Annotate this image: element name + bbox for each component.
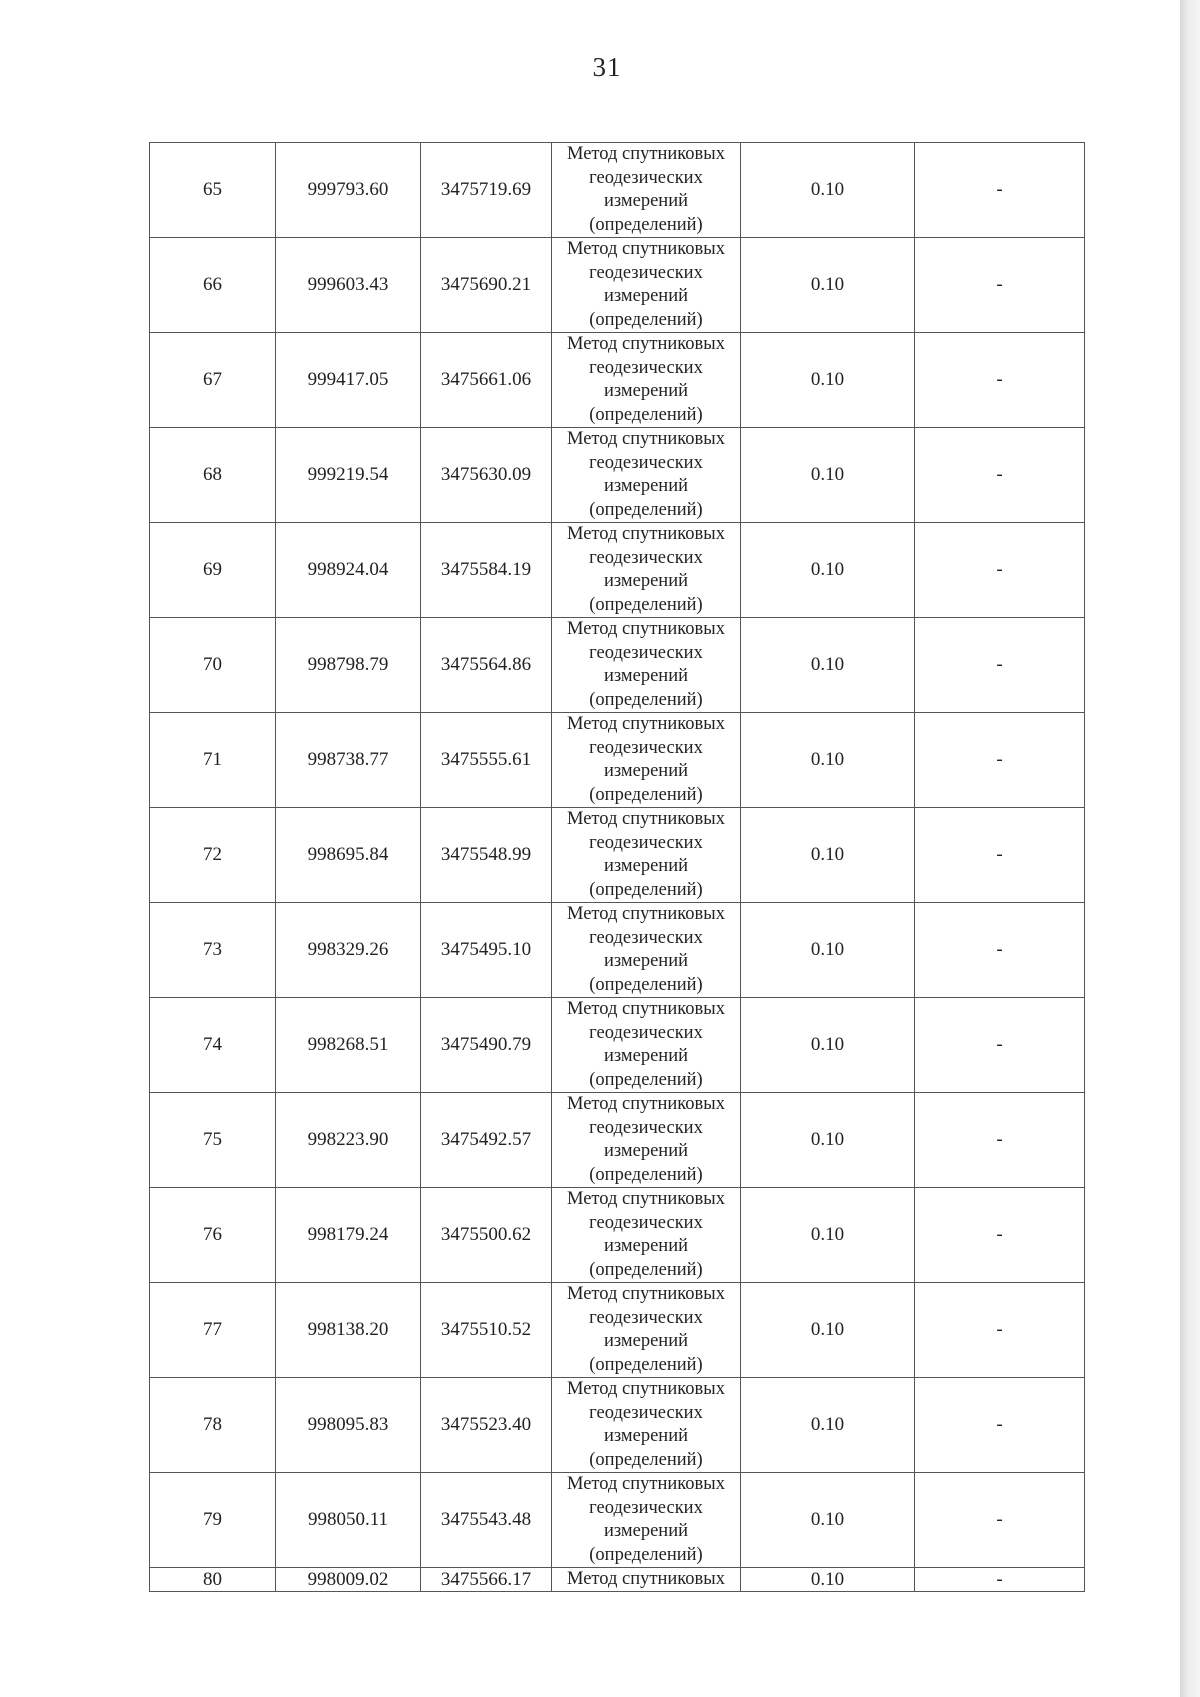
y-coordinate-cell: 3475584.19	[421, 523, 552, 618]
description-cell: -	[915, 713, 1085, 808]
description-cell: -	[915, 1568, 1085, 1592]
x-coordinate-cell: 998738.77	[276, 713, 421, 808]
y-coordinate-cell: 3475500.62	[421, 1188, 552, 1283]
method-cell: Метод спутниковых геодезических измерений (определений)	[552, 1093, 741, 1188]
description-cell: -	[915, 333, 1085, 428]
point-number-cell: 70	[150, 618, 276, 713]
point-number-cell: 65	[150, 143, 276, 238]
x-coordinate-cell: 998695.84	[276, 808, 421, 903]
table-row	[150, 1473, 1085, 1568]
page-number: 31	[592, 52, 622, 82]
method-cell: Метод спутниковых геодезических измерений (определений)	[552, 903, 741, 998]
point-number-cell: 71	[150, 713, 276, 808]
precision-cell: 0.10	[741, 1188, 915, 1283]
description-cell: -	[915, 523, 1085, 618]
y-coordinate-cell: 3475510.52	[421, 1283, 552, 1378]
x-coordinate-cell: 999417.05	[276, 333, 421, 428]
point-number-cell: 69	[150, 523, 276, 618]
table-row	[150, 1188, 1085, 1283]
point-number-cell: 73	[150, 903, 276, 998]
method-cell: Метод спутниковых геодезических измерений (определений)	[552, 808, 741, 903]
method-cell: Метод спутниковых геодезических измерений (определений)	[552, 1283, 741, 1378]
precision-cell: 0.10	[741, 428, 915, 523]
method-cell: Метод спутниковых геодезических измерений (определений)	[552, 428, 741, 523]
table-row	[150, 1093, 1085, 1188]
x-coordinate-cell: 998223.90	[276, 1093, 421, 1188]
precision-cell: 0.10	[741, 903, 915, 998]
y-coordinate-cell: 3475719.69	[421, 143, 552, 238]
point-number-cell: 68	[150, 428, 276, 523]
y-coordinate-cell: 3475555.61	[421, 713, 552, 808]
description-cell: -	[915, 143, 1085, 238]
y-coordinate-cell: 3475548.99	[421, 808, 552, 903]
method-cell: Метод спутниковых геодезических измерений (определений)	[552, 618, 741, 713]
point-number-cell: 77	[150, 1283, 276, 1378]
x-coordinate-cell: 998798.79	[276, 618, 421, 713]
table-row	[150, 428, 1085, 523]
description-cell: -	[915, 1378, 1085, 1473]
precision-cell: 0.10	[741, 1283, 915, 1378]
x-coordinate-cell: 999603.43	[276, 238, 421, 333]
table-row	[150, 808, 1085, 903]
y-coordinate-cell: 3475566.17	[421, 1568, 552, 1592]
method-cell: Метод спутниковых	[552, 1568, 741, 1592]
precision-cell: 0.10	[741, 713, 915, 808]
coordinates-table	[149, 142, 1085, 1592]
table-row	[150, 903, 1085, 998]
x-coordinate-cell: 998268.51	[276, 998, 421, 1093]
x-coordinate-cell: 998179.24	[276, 1188, 421, 1283]
method-cell: Метод спутниковых геодезических измерений (определений)	[552, 713, 741, 808]
y-coordinate-cell: 3475630.09	[421, 428, 552, 523]
description-cell: -	[915, 1473, 1085, 1568]
point-number-cell: 74	[150, 998, 276, 1093]
description-cell: -	[915, 1283, 1085, 1378]
x-coordinate-cell: 998009.02	[276, 1568, 421, 1592]
table-row	[150, 1283, 1085, 1378]
precision-cell: 0.10	[741, 808, 915, 903]
x-coordinate-cell: 998329.26	[276, 903, 421, 998]
precision-cell: 0.10	[741, 1473, 915, 1568]
method-cell: Метод спутниковых геодезических измерений (определений)	[552, 998, 741, 1093]
x-coordinate-cell: 998095.83	[276, 1378, 421, 1473]
table-row	[150, 238, 1085, 333]
point-number-cell: 79	[150, 1473, 276, 1568]
table-row	[150, 143, 1085, 238]
precision-cell: 0.10	[741, 143, 915, 238]
method-cell: Метод спутниковых геодезических измерений (определений)	[552, 1188, 741, 1283]
precision-cell: 0.10	[741, 1093, 915, 1188]
table-row	[150, 713, 1085, 808]
table-row	[150, 998, 1085, 1093]
point-number-cell: 66	[150, 238, 276, 333]
point-number-cell: 76	[150, 1188, 276, 1283]
method-cell: Метод спутниковых геодезических измерений (определений)	[552, 1473, 741, 1568]
y-coordinate-cell: 3475523.40	[421, 1378, 552, 1473]
x-coordinate-cell: 998924.04	[276, 523, 421, 618]
method-cell: Метод спутниковых геодезических измерений (определений)	[552, 143, 741, 238]
y-coordinate-cell: 3475543.48	[421, 1473, 552, 1568]
precision-cell: 0.10	[741, 618, 915, 713]
point-number-cell: 78	[150, 1378, 276, 1473]
y-coordinate-cell: 3475490.79	[421, 998, 552, 1093]
point-number-cell: 72	[150, 808, 276, 903]
description-cell: -	[915, 998, 1085, 1093]
point-number-cell: 80	[150, 1568, 276, 1592]
precision-cell: 0.10	[741, 333, 915, 428]
y-coordinate-cell: 3475492.57	[421, 1093, 552, 1188]
method-cell: Метод спутниковых геодезических измерений (определений)	[552, 1378, 741, 1473]
x-coordinate-cell: 998138.20	[276, 1283, 421, 1378]
x-coordinate-cell: 999219.54	[276, 428, 421, 523]
description-cell: -	[915, 428, 1085, 523]
y-coordinate-cell: 3475495.10	[421, 903, 552, 998]
description-cell: -	[915, 1093, 1085, 1188]
precision-cell: 0.10	[741, 998, 915, 1093]
method-cell: Метод спутниковых геодезических измерений (определений)	[552, 523, 741, 618]
scan-edge-shadow	[1180, 0, 1200, 1697]
table-row	[150, 1378, 1085, 1473]
point-number-cell: 67	[150, 333, 276, 428]
point-number-cell: 75	[150, 1093, 276, 1188]
y-coordinate-cell: 3475690.21	[421, 238, 552, 333]
table-row	[150, 618, 1085, 713]
precision-cell: 0.10	[741, 523, 915, 618]
description-cell: -	[915, 618, 1085, 713]
table-row	[150, 523, 1085, 618]
table-row	[150, 1568, 1085, 1592]
description-cell: -	[915, 1188, 1085, 1283]
description-cell: -	[915, 808, 1085, 903]
method-cell: Метод спутниковых геодезических измерений (определений)	[552, 238, 741, 333]
description-cell: -	[915, 903, 1085, 998]
precision-cell: 0.10	[741, 1568, 915, 1592]
precision-cell: 0.10	[741, 238, 915, 333]
y-coordinate-cell: 3475564.86	[421, 618, 552, 713]
precision-cell: 0.10	[741, 1378, 915, 1473]
description-cell: -	[915, 238, 1085, 333]
x-coordinate-cell: 998050.11	[276, 1473, 421, 1568]
method-cell: Метод спутниковых геодезических измерений (определений)	[552, 333, 741, 428]
x-coordinate-cell: 999793.60	[276, 143, 421, 238]
y-coordinate-cell: 3475661.06	[421, 333, 552, 428]
table-row	[150, 333, 1085, 428]
